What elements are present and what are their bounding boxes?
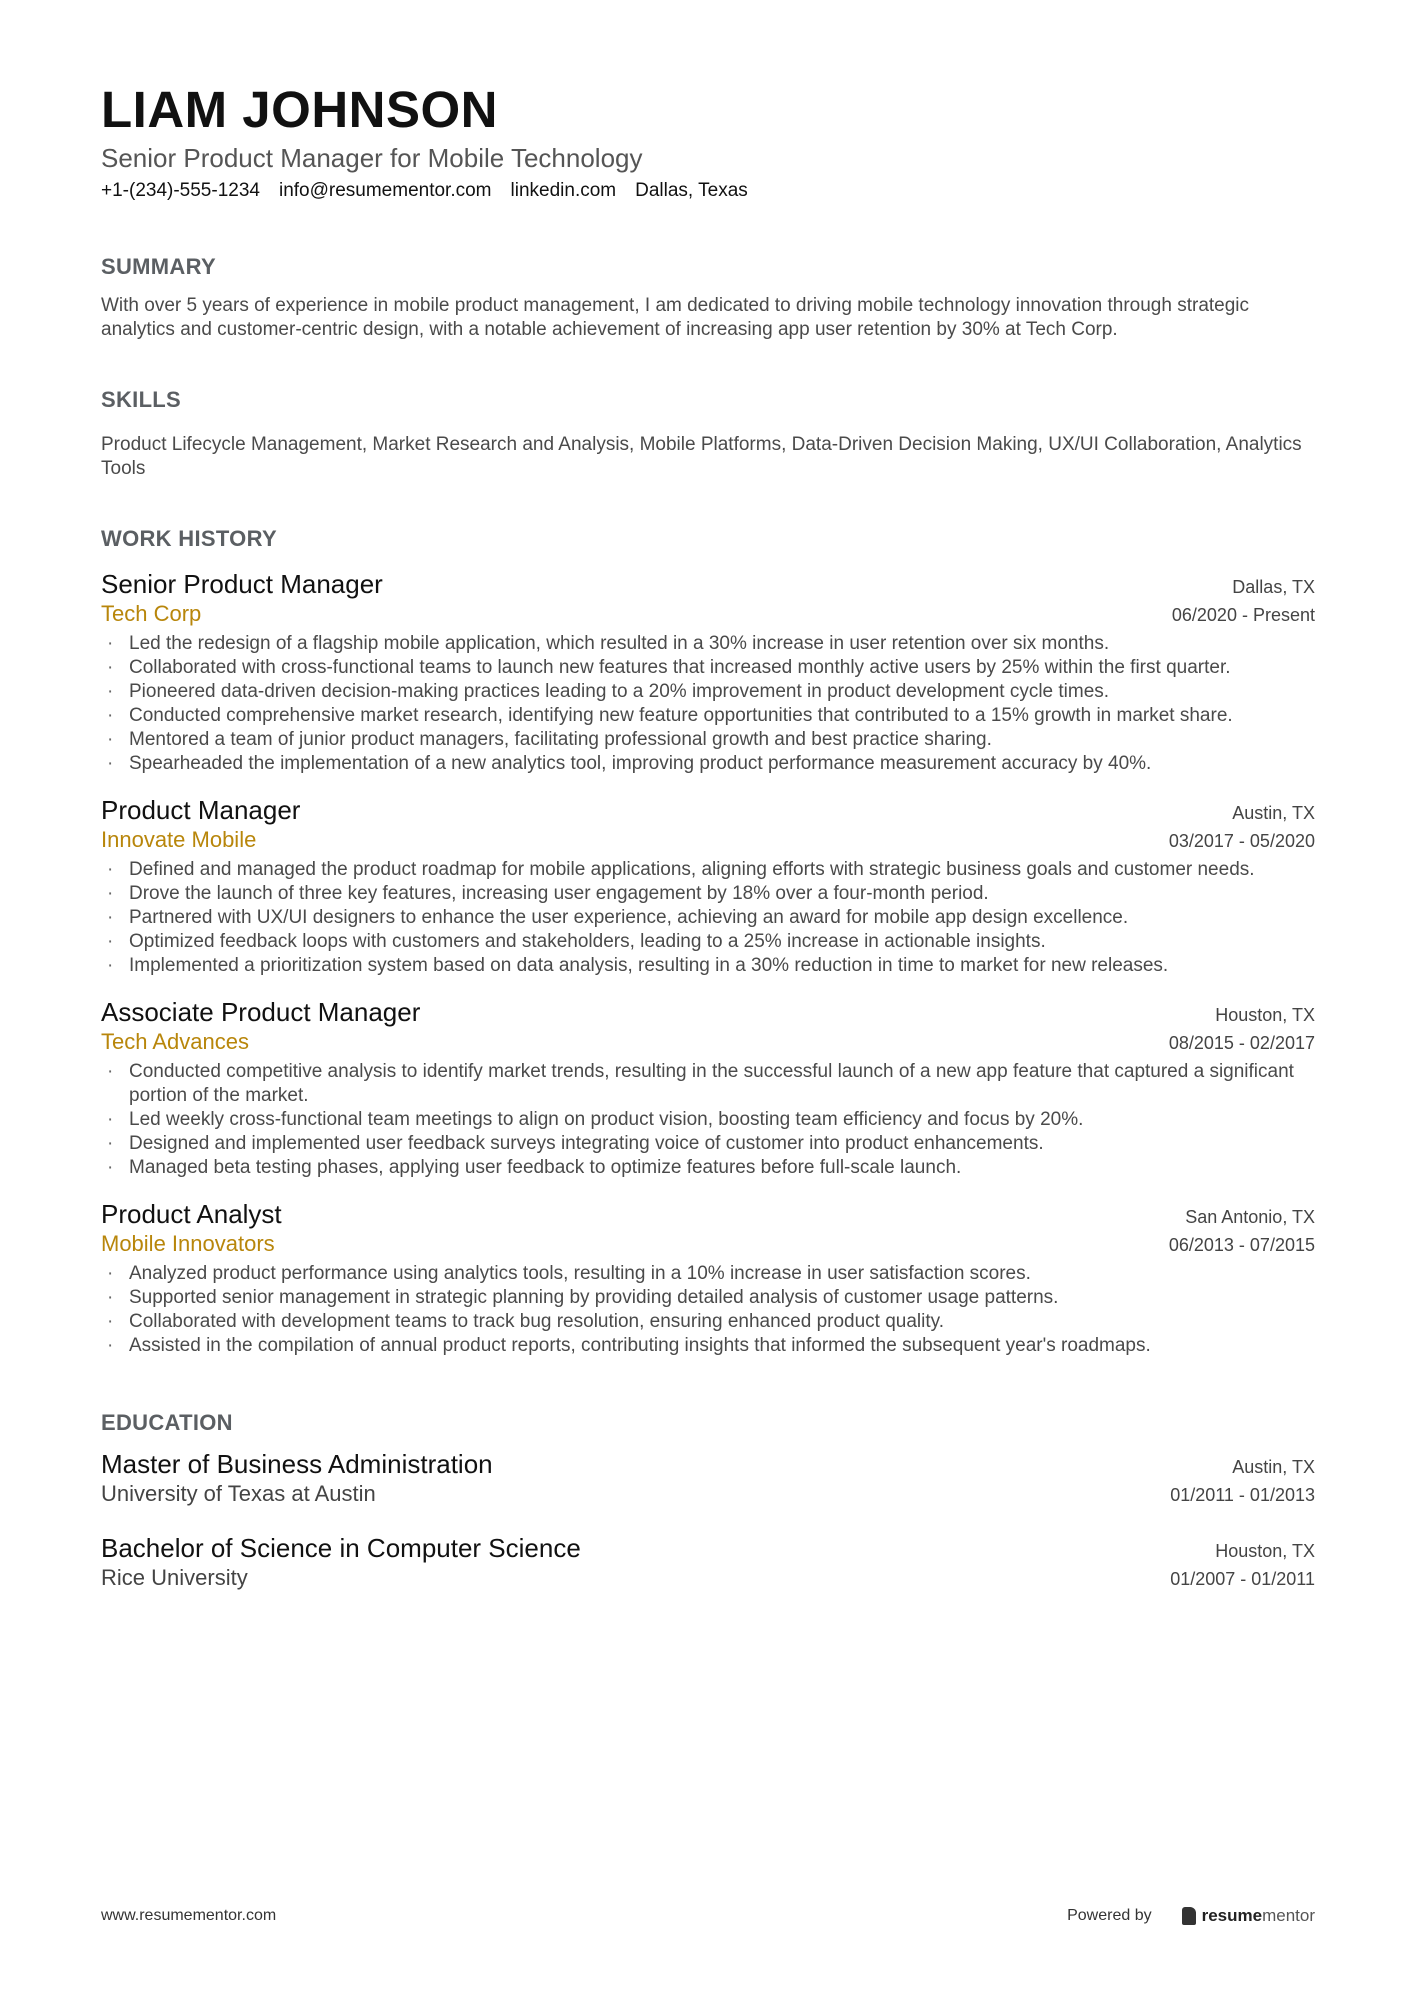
resumementor-logo-icon xyxy=(1182,1907,1196,1925)
job-title: Product Analyst xyxy=(101,1199,282,1229)
job-title: Product Manager xyxy=(101,795,301,825)
job-title: Associate Product Manager xyxy=(101,997,421,1027)
job-bullet: · Spearheaded the implementation of a new analytics tool, improving product performance measurement accuracy by 40%. xyxy=(101,752,1315,776)
education-location: Austin, TX xyxy=(1232,1457,1315,1477)
job-bullet: · Optimized feedback loops with customers and stakeholders, leading to a 25% increase in actionable insights. xyxy=(101,930,1315,954)
job-company: Mobile Innovators xyxy=(101,1231,275,1256)
brand-name-light: mentor xyxy=(1262,1906,1315,1925)
job-bullets xyxy=(101,1262,1315,1358)
education-list xyxy=(101,1448,1315,1592)
contact-phone: +1-(234)-555-1234 xyxy=(101,180,260,201)
summary-heading: SUMMARY xyxy=(101,254,216,279)
job-bullet: · Designed and implemented user feedback surveys integrating voice of customer into product enhancements. xyxy=(101,1132,1315,1156)
job-bullet: · Pioneered data-driven decision-making practices leading to a 20% improvement in product development cycle times. xyxy=(101,680,1315,704)
work-history-list xyxy=(101,568,1315,1358)
contact-location: Dallas, Texas xyxy=(635,180,748,201)
education-heading: EDUCATION xyxy=(101,1410,233,1435)
job-bullet: · Led weekly cross-functional team meetings to align on product vision, boosting team efficiency and focus by 20%. xyxy=(101,1108,1315,1132)
powered-by-label: Powered by xyxy=(1067,1907,1152,1924)
job-dates: 03/2017 - 05/2020 xyxy=(1168,831,1315,851)
job-company: Tech Corp xyxy=(101,601,202,626)
job-entry xyxy=(101,794,1315,978)
job-bullet: · Managed beta testing phases, applying user feedback to optimize features before full-scale launch. xyxy=(101,1156,1315,1180)
job-bullet: · Mentored a team of junior product managers, facilitating professional growth and best practice sharing. xyxy=(101,728,1315,752)
footer-website: www.resumementor.com xyxy=(101,1907,277,1924)
footer xyxy=(101,1906,1315,1926)
education-location: Houston, TX xyxy=(1215,1541,1315,1561)
job-bullet: · Supported senior management in strategic planning by providing detailed analysis of customer usage patterns. xyxy=(101,1286,1315,1310)
job-dates: 06/2020 - Present xyxy=(1171,605,1315,625)
candidate-headline: Senior Product Manager for Mobile Technology xyxy=(101,143,643,173)
job-entry xyxy=(101,1198,1315,1358)
education-entry xyxy=(101,1532,1315,1592)
job-bullets xyxy=(101,632,1315,776)
school-name: University of Texas at Austin xyxy=(101,1481,376,1506)
job-bullet: · Conducted comprehensive market research, identifying new feature opportunities that contributed to a 15% growth in market share. xyxy=(101,704,1315,728)
job-location: Austin, TX xyxy=(1232,803,1315,823)
work-history-heading: WORK HISTORY xyxy=(101,526,277,551)
education-dates: 01/2011 - 01/2013 xyxy=(1170,1485,1315,1505)
job-entry xyxy=(101,568,1315,776)
contact-linkedin: linkedin.com xyxy=(510,180,617,201)
job-company: Tech Advances xyxy=(101,1029,249,1054)
job-entry xyxy=(101,996,1315,1180)
footer-branding xyxy=(1067,1906,1315,1926)
job-bullets xyxy=(101,1060,1315,1180)
degree-title: Bachelor of Science in Computer Science xyxy=(101,1533,581,1563)
summary-text: With over 5 years of experience in mobile product management, I am dedicated to driving mobile technology innovation through strategic analytics and customer-centric design, with a notable achievement of increasing app user retention by 30% at Tech Corp. xyxy=(101,295,1250,340)
job-dates: 06/2013 - 07/2015 xyxy=(1168,1235,1315,1255)
job-bullets xyxy=(101,858,1315,978)
job-bullet: · Defined and managed the product roadmap for mobile applications, aligning efforts with strategic business goals and customer needs. xyxy=(101,858,1315,882)
skills-heading: SKILLS xyxy=(101,387,182,412)
job-bullet: · Implemented a prioritization system based on data analysis, resulting in a 30% reduction in time to market for new releases. xyxy=(101,954,1315,978)
contact-line xyxy=(101,180,1315,202)
education-entry xyxy=(101,1448,1315,1508)
candidate-name: LIAM JOHNSON xyxy=(101,81,499,138)
job-bullet: · Partnered with UX/UI designers to enhance the user experience, achieving an award for mobile app design excellence. xyxy=(101,906,1315,930)
job-title: Senior Product Manager xyxy=(101,569,383,599)
brand-logo xyxy=(1182,1906,1315,1926)
job-location: San Antonio, TX xyxy=(1185,1207,1315,1227)
skills-text: Product Lifecycle Management, Market Research and Analysis, Mobile Platforms, Data-Driven Decision Making, UX/UI Collaboration, Analytics Tools xyxy=(101,434,1302,479)
school-name: Rice University xyxy=(101,1565,248,1590)
degree-title: Master of Business Administration xyxy=(101,1449,493,1479)
contact-email: info@resumementor.com xyxy=(278,180,492,201)
job-bullet: · Led the redesign of a flagship mobile application, which resulted in a 30% increase in user retention over six months. xyxy=(101,632,1315,656)
job-dates: 08/2015 - 02/2017 xyxy=(1168,1033,1315,1053)
education-dates: 01/2007 - 01/2011 xyxy=(1170,1569,1315,1589)
job-location: Dallas, TX xyxy=(1232,577,1315,597)
job-bullet: · Conducted competitive analysis to identify market trends, resulting in the successful launch of a new app feature that captured a significant portion of the market. xyxy=(101,1060,1315,1108)
job-bullet: · Assisted in the compilation of annual product reports, contributing insights that informed the subsequent year's roadmaps. xyxy=(101,1334,1315,1358)
job-bullet: · Collaborated with development teams to track bug resolution, ensuring enhanced product quality. xyxy=(101,1310,1315,1334)
resume-page xyxy=(101,80,1315,1592)
job-bullet: · Collaborated with cross-functional teams to launch new features that increased monthly active users by 25% within the first quarter. xyxy=(101,656,1315,680)
brand-name-bold: resume xyxy=(1201,1906,1263,1925)
job-bullet: · Drove the launch of three key features, increasing user engagement by 18% over a four-month period. xyxy=(101,882,1315,906)
job-location: Houston, TX xyxy=(1215,1005,1315,1025)
job-bullet: · Analyzed product performance using analytics tools, resulting in a 10% increase in user satisfaction scores. xyxy=(101,1262,1315,1286)
job-company: Innovate Mobile xyxy=(101,827,257,852)
